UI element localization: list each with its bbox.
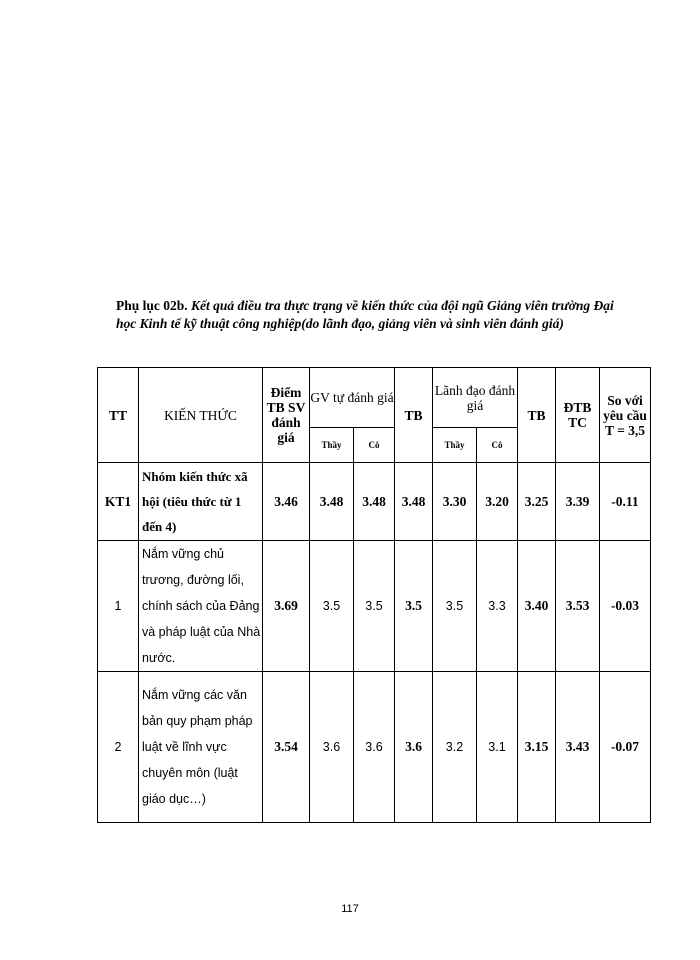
cell-gv-thay: 3.6	[310, 672, 354, 823]
header-diem-tb-sv: Điểm TB SV đánh giá	[263, 368, 310, 463]
cell-gv-thay: 3.48	[310, 463, 354, 541]
cell-tt: KT1	[98, 463, 139, 541]
cell-dtb: 3.53	[556, 541, 600, 672]
cell-diff: -0.11	[600, 463, 651, 541]
header-lanh-dao: Lãnh đạo đánh giá	[433, 368, 518, 428]
table-row	[98, 463, 651, 541]
cell-tt: 2	[98, 672, 139, 823]
header-so-voi: So với yêu cầu T = 3,5	[600, 368, 651, 463]
cell-sv: 3.54	[263, 672, 310, 823]
cell-name: Nắm vững chủ trương, đường lối, chính sách của Đảng và pháp luật của Nhà nước.	[139, 541, 263, 672]
cell-dtb: 3.43	[556, 672, 600, 823]
table-row	[98, 672, 651, 823]
caption-text: Kết quả điều tra thực trạng về kiến thức của đội ngũ Giảng viên trường Đại học Kinh tế kỹ thuật công nghiệp(do lãnh đạo, giảng viên và sinh viên đánh giá)	[116, 298, 614, 331]
header-row-1	[98, 368, 651, 428]
cell-gv-co: 3.48	[354, 463, 395, 541]
header-dtb-tc: ĐTB TC	[556, 368, 600, 463]
cell-gv-co: 3.5	[354, 541, 395, 672]
cell-name: Nắm vững các văn bản quy phạm pháp luật về lĩnh vực chuyên môn (luật giáo dục…)	[139, 672, 263, 823]
cell-gv-tb: 3.6	[395, 672, 433, 823]
table-row	[98, 541, 651, 672]
cell-ld-tb: 3.15	[518, 672, 556, 823]
header-gv-tu-danh-gia: GV tự đánh giá	[310, 368, 395, 428]
knowledge-survey-table	[97, 367, 651, 823]
cell-sv: 3.46	[263, 463, 310, 541]
header-tb-2: TB	[518, 368, 556, 463]
cell-diff: -0.07	[600, 672, 651, 823]
header-ld-co: Cô	[477, 428, 518, 463]
cell-ld-co: 3.20	[477, 463, 518, 541]
cell-diff: -0.03	[600, 541, 651, 672]
cell-ld-co: 3.1	[477, 672, 518, 823]
caption-prefix: Phụ lục 02b.	[116, 298, 188, 313]
cell-sv: 3.69	[263, 541, 310, 672]
cell-gv-tb: 3.5	[395, 541, 433, 672]
cell-gv-tb: 3.48	[395, 463, 433, 541]
header-kien-thuc: KIẾN THỨC	[139, 368, 263, 463]
header-tb: TB	[395, 368, 433, 463]
cell-gv-co: 3.6	[354, 672, 395, 823]
table-caption	[116, 297, 616, 333]
header-gv-thay: Thầy	[310, 428, 354, 463]
cell-ld-co: 3.3	[477, 541, 518, 672]
cell-ld-thay: 3.2	[433, 672, 477, 823]
cell-gv-thay: 3.5	[310, 541, 354, 672]
cell-dtb: 3.39	[556, 463, 600, 541]
cell-ld-thay: 3.30	[433, 463, 477, 541]
cell-ld-tb: 3.25	[518, 463, 556, 541]
header-gv-co: Cô	[354, 428, 395, 463]
cell-ld-tb: 3.40	[518, 541, 556, 672]
cell-name: Nhóm kiến thức xã hội (tiêu thức từ 1 đến 4)	[139, 463, 263, 541]
header-tt: TT	[98, 368, 139, 463]
cell-tt: 1	[98, 541, 139, 672]
header-ld-thay: Thầy	[433, 428, 477, 463]
cell-ld-thay: 3.5	[433, 541, 477, 672]
page-number: 117	[341, 903, 359, 915]
